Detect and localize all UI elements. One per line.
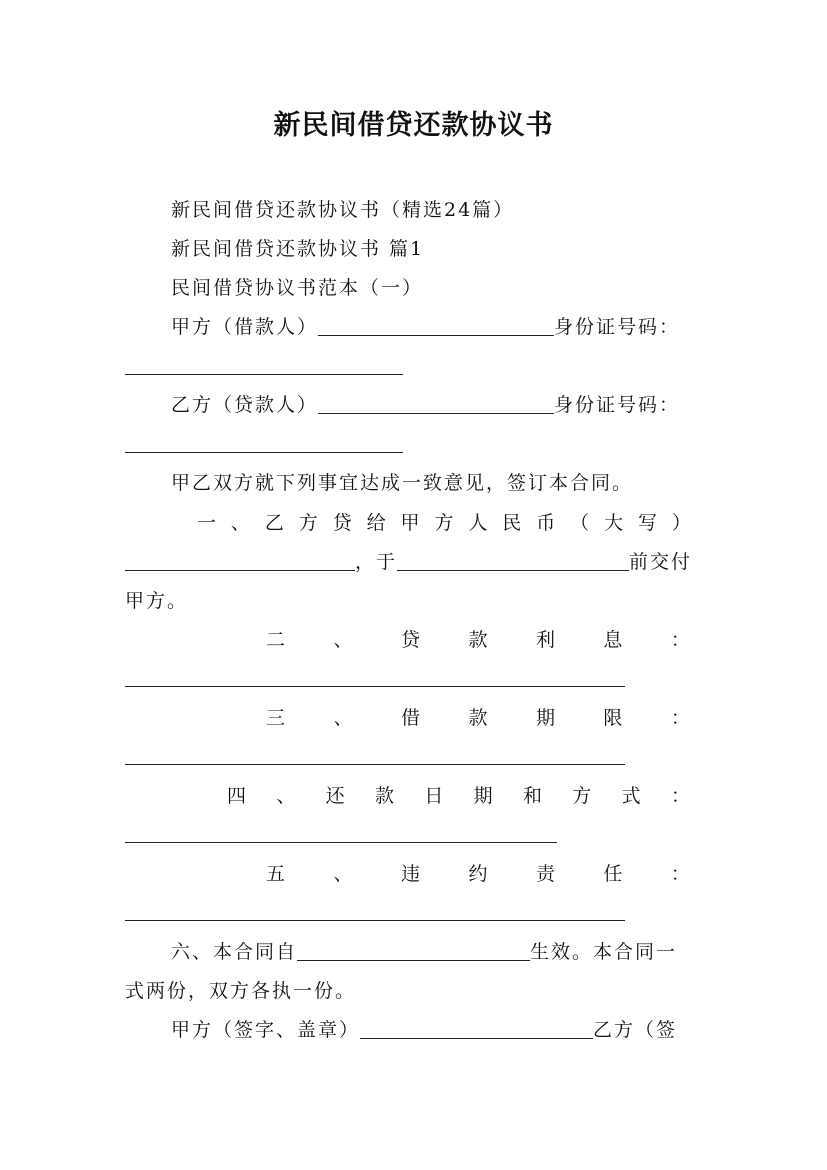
- party-b-line: [171, 393, 680, 417]
- clause-4-char: 还: [325, 785, 345, 807]
- clause-1-line: [197, 511, 691, 535]
- clause-4-char: 期: [473, 785, 493, 807]
- clause-5-char: 任: [603, 863, 623, 885]
- party-a-label: 甲方（借款人）: [171, 316, 319, 338]
- party-b-id-label: 身份证号码：: [554, 394, 681, 416]
- sign-a-label: 甲方（签字、盖章）: [171, 1019, 361, 1041]
- clause-1-cont: 甲方。: [125, 590, 189, 612]
- party-a-name-blank[interactable]: [318, 315, 554, 336]
- clause-4-line: [227, 784, 690, 808]
- repayment-blank[interactable]: [125, 842, 557, 843]
- clause-3-char: 、: [333, 707, 353, 729]
- party-a-id-blank[interactable]: [125, 374, 403, 375]
- clause-3-char: 款: [468, 707, 488, 729]
- clause-6-cont: 式两份，双方各执一份。: [125, 980, 357, 1002]
- clause-6-start: 六、本合同自: [171, 941, 298, 963]
- clause-1-char: 方: [298, 512, 318, 534]
- sign-a-blank[interactable]: [360, 1018, 593, 1039]
- part-heading: 新民间借贷还款协议书 篇1: [171, 238, 425, 260]
- loan-term-blank[interactable]: [125, 764, 625, 765]
- loan-amount-blank[interactable]: [125, 550, 355, 571]
- clause-1-char: 大: [604, 512, 624, 534]
- effective-date-blank[interactable]: [297, 940, 530, 961]
- subtitle: 新民间借贷还款协议书（精选24篇）: [171, 199, 515, 221]
- clause-2-char: ：: [670, 629, 690, 651]
- clause-1-line-2: [125, 550, 692, 574]
- clause-4-char: 日: [424, 785, 444, 807]
- clause-1-char: ）: [671, 512, 691, 534]
- clause-2-char: 贷: [400, 629, 420, 651]
- clause-4-char: 式: [621, 785, 641, 807]
- sign-b-label: 乙方（签: [593, 1019, 678, 1041]
- clause-4-char: 方: [572, 785, 592, 807]
- clause-2-char: 二: [266, 629, 286, 651]
- clause-1-char: 民: [502, 512, 522, 534]
- clause-5-char: ：: [670, 863, 690, 885]
- clause-3-char: 三: [266, 707, 286, 729]
- delivery-date-blank[interactable]: [397, 550, 629, 571]
- clause-5-line: [266, 862, 690, 886]
- clause-1-char: 人: [468, 512, 488, 534]
- clause-4-char: 款: [374, 785, 394, 807]
- party-b-name-blank[interactable]: [318, 393, 554, 414]
- clause-1-char: 贷: [332, 512, 352, 534]
- clause-1-char: 一: [197, 512, 217, 534]
- clause-1-end: 前交付: [629, 551, 693, 573]
- clause-4-char: 四: [227, 785, 247, 807]
- clause-2-char: 款: [468, 629, 488, 651]
- signature-line: [171, 1018, 677, 1042]
- clause-1-char: 给: [366, 512, 386, 534]
- clause-5-char: 五: [266, 863, 286, 885]
- party-a-id-label: 身份证号码：: [554, 316, 681, 338]
- party-b-id-blank[interactable]: [125, 452, 403, 453]
- liability-blank[interactable]: [125, 920, 625, 921]
- clause-3-line: [266, 706, 690, 730]
- clause-4-char: 、: [276, 785, 296, 807]
- clause-2-char: 利: [535, 629, 555, 651]
- clause-4-char: ：: [670, 785, 690, 807]
- clause-3-char: 限: [603, 707, 623, 729]
- clause-2-char: 、: [333, 629, 353, 651]
- clause-1-char: 写: [637, 512, 657, 534]
- clause-5-char: 违: [400, 863, 420, 885]
- clause-1-char: 方: [434, 512, 454, 534]
- clause-5-char: 、: [333, 863, 353, 885]
- document-title: 新民间借贷还款协议书: [273, 110, 554, 141]
- clause-5-char: 约: [468, 863, 488, 885]
- clause-1-char: 乙: [264, 512, 284, 534]
- clause-1-char: 、: [230, 512, 250, 534]
- party-b-label: 乙方（贷款人）: [171, 394, 319, 416]
- intro-text: 甲乙双方就下列事宜达成一致意见，签订本合同。: [171, 472, 634, 494]
- clause-4-char: 和: [522, 785, 542, 807]
- interest-blank[interactable]: [125, 686, 625, 687]
- clause-1-mid: ，于: [355, 551, 398, 573]
- clause-1-char: （: [570, 512, 590, 534]
- clause-6-line: [171, 940, 677, 964]
- clause-3-char: 借: [400, 707, 420, 729]
- clause-1-char: 币: [536, 512, 556, 534]
- clause-1-char: 甲: [400, 512, 420, 534]
- clause-2-char: 息: [603, 629, 623, 651]
- party-a-line: [171, 315, 680, 339]
- clause-6-end: 生效。本合同一: [530, 941, 678, 963]
- clause-3-char: 期: [535, 707, 555, 729]
- clause-2-line: [266, 628, 690, 652]
- clause-5-char: 责: [535, 863, 555, 885]
- clause-3-char: ：: [670, 707, 690, 729]
- template-heading: 民间借贷协议书范本（一）: [171, 277, 424, 299]
